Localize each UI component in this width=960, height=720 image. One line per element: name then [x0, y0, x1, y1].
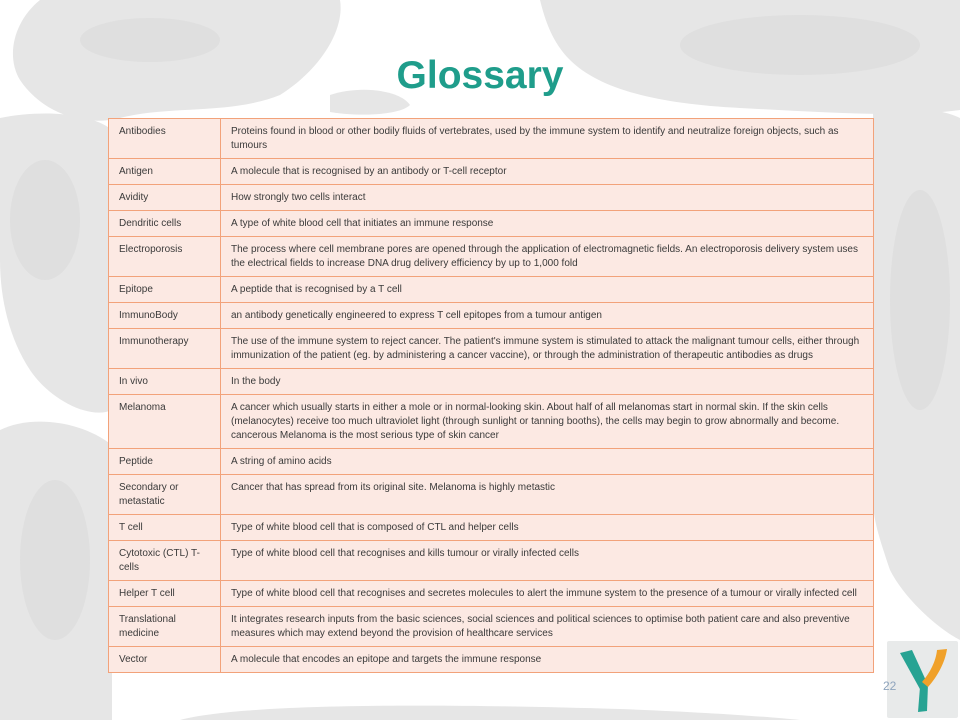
glossary-definition: Type of white blood cell that is composed of CTL and helper cells: [221, 515, 874, 541]
glossary-row: [109, 647, 874, 673]
glossary-definition: A peptide that is recognised by a T cell: [221, 277, 874, 303]
glossary-row: [109, 541, 874, 581]
glossary-term: T cell: [109, 515, 221, 541]
glossary-definition: A cancer which usually starts in either a mole or in normal-looking skin. About half of all melanomas start in normal skin. If the skin cells (melanocytes) receive too much ultraviolet light (through sunlight or tanning booths), the cells may begin to grow abnormally and become. cancerous Melanoma is the most serious type of skin cancer: [221, 395, 874, 449]
glossary-row: [109, 159, 874, 185]
glossary-row: [109, 119, 874, 159]
glossary-term: Avidity: [109, 185, 221, 211]
glossary-term: Epitope: [109, 277, 221, 303]
glossary-term: Antibodies: [109, 119, 221, 159]
landmass-texture: [890, 190, 950, 410]
glossary-row: [109, 237, 874, 277]
glossary-row: [109, 303, 874, 329]
glossary-term: Dendritic cells: [109, 211, 221, 237]
glossary-row: [109, 515, 874, 541]
glossary-term: Secondary or metastatic: [109, 475, 221, 515]
landmass-texture: [10, 160, 80, 280]
landmass-texture: [20, 480, 90, 640]
glossary-definition: How strongly two cells interact: [221, 185, 874, 211]
glossary-term: In vivo: [109, 369, 221, 395]
glossary-definition: Cancer that has spread from its original site. Melanoma is highly metastic: [221, 475, 874, 515]
glossary-definition: A molecule that is recognised by an antibody or T-cell receptor: [221, 159, 874, 185]
glossary-table: [108, 118, 874, 673]
glossary-definition: Type of white blood cell that recognises and kills tumour or virally infected cells: [221, 541, 874, 581]
glossary-term: Translational medicine: [109, 607, 221, 647]
glossary-definition: In the body: [221, 369, 874, 395]
y-logo-icon: [887, 641, 958, 718]
glossary-definition: A type of white blood cell that initiates an immune response: [221, 211, 874, 237]
glossary-row: [109, 581, 874, 607]
glossary-row: [109, 449, 874, 475]
glossary-row: [109, 329, 874, 369]
glossary-definition: Proteins found in blood or other bodily fluids of vertebrates, used by the immune system to identify and neutralize foreign objects, such as tumours: [221, 119, 874, 159]
glossary-term: Immunotherapy: [109, 329, 221, 369]
page-number: 22: [883, 679, 897, 693]
glossary-definition: It integrates research inputs from the basic sciences, social sciences and political sciences to optimise both patient care and also preventive measures which may extend beyond the provision of healthcare services: [221, 607, 874, 647]
landmass: [180, 706, 800, 720]
glossary-row: [109, 607, 874, 647]
glossary-row: [109, 185, 874, 211]
glossary-term: Helper T cell: [109, 581, 221, 607]
glossary-term: Cytotoxic (CTL) T-cells: [109, 541, 221, 581]
glossary-row: [109, 211, 874, 237]
glossary-definition: an antibody genetically engineered to express T cell epitopes from a tumour antigen: [221, 303, 874, 329]
glossary-term: Vector: [109, 647, 221, 673]
glossary-term: Electroporosis: [109, 237, 221, 277]
glossary-row: [109, 475, 874, 515]
glossary-definition: A molecule that encodes an epitope and targets the immune response: [221, 647, 874, 673]
slide-title: Glossary: [396, 54, 564, 97]
glossary-term: Peptide: [109, 449, 221, 475]
glossary-definition: Type of white blood cell that recognises and secretes molecules to alert the immune system to the presence of a tumour or virally infected cell: [221, 581, 874, 607]
glossary-row: [109, 395, 874, 449]
glossary-term: ImmunoBody: [109, 303, 221, 329]
glossary-term: Antigen: [109, 159, 221, 185]
glossary-definition: The process where cell membrane pores are opened through the application of electromagnetic fields. An electroporosis delivery system uses the electrical fields to increase DNA drug delivery efficiency by up to 1,000 fold: [221, 237, 874, 277]
glossary-term: Melanoma: [109, 395, 221, 449]
glossary-definition: A string of amino acids: [221, 449, 874, 475]
glossary-row: [109, 277, 874, 303]
glossary-definition: The use of the immune system to reject cancer. The patient's immune system is stimulated to attack the malignant tumour cells, either through immunization of the patient (eg. by administering a cancer vaccine), or through the administration of therapeutic antibodies as drugs: [221, 329, 874, 369]
glossary-row: [109, 369, 874, 395]
